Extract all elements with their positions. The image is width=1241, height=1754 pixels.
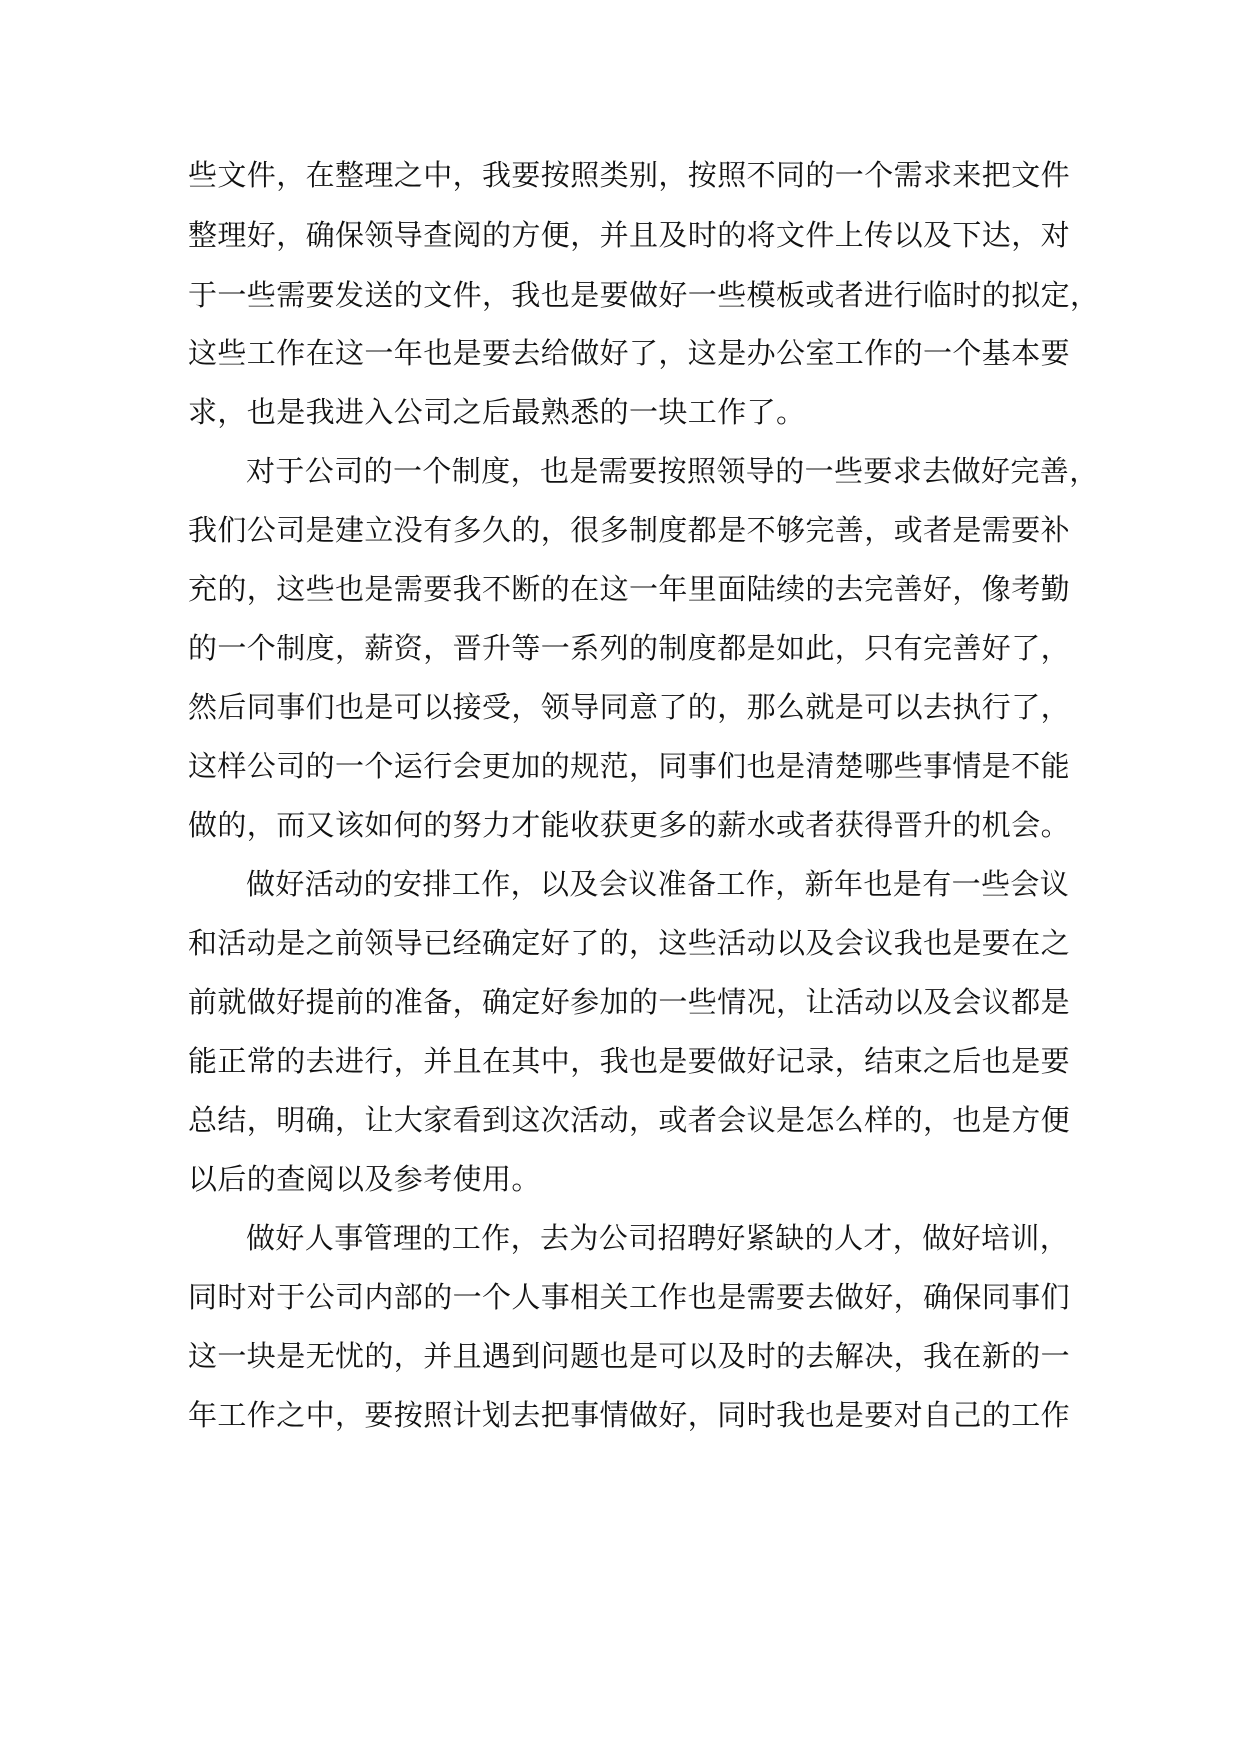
text-line: 这些工作在这一年也是要去给做好了，这是办公室工作的一个基本要 — [188, 336, 1071, 370]
text-line: 些文件，在整理之中，我要按照类别，按照不同的一个需求来把文件 — [188, 158, 1071, 192]
text-line: 前就做好提前的准备，确定好参加的一些情况，让活动以及会议都是 — [188, 985, 1071, 1019]
text-line: 充的，这些也是需要我不断的在这一年里面陆续的去完善好，像考勤 — [188, 572, 1071, 606]
text-line: 这一块是无忧的，并且遇到问题也是可以及时的去解决，我在新的一 — [188, 1339, 1071, 1373]
paragraph-first-line: 对于公司的一个制度，也是需要按照领导的一些要求去做好完善， — [246, 454, 1099, 488]
text-line: 总结，明确，让大家看到这次活动，或者会议是怎么样的，也是方便 — [188, 1103, 1071, 1137]
text-line: 和活动是之前领导已经确定好了的，这些活动以及会议我也是要在之 — [188, 926, 1071, 960]
text-line: 于一些需要发送的文件，我也是要做好一些模板或者进行临时的拟定， — [188, 278, 1100, 312]
paragraph-first-line: 做好人事管理的工作，去为公司招聘好紧缺的人才，做好培训， — [246, 1221, 1070, 1255]
text-line: 整理好，确保领导查阅的方便，并且及时的将文件上传以及下达，对 — [188, 218, 1071, 252]
text-line: 做的，而又该如何的努力才能收获更多的薪水或者获得晋升的机会。 — [188, 808, 1071, 842]
text-line: 求，也是我进入公司之后最熟悉的一块工作了。 — [188, 395, 806, 429]
text-line: 年工作之中，要按照计划去把事情做好，同时我也是要对自己的工作 — [188, 1398, 1071, 1432]
text-line: 能正常的去进行，并且在其中，我也是要做好记录，结束之后也是要 — [188, 1044, 1071, 1078]
paragraph-first-line: 做好活动的安排工作，以及会议准备工作，新年也是有一些会议 — [246, 867, 1070, 901]
text-line: 同时对于公司内部的一个人事相关工作也是需要去做好，确保同事们 — [188, 1280, 1071, 1314]
text-line: 以后的查阅以及参考使用。 — [188, 1162, 541, 1196]
text-line: 我们公司是建立没有多久的，很多制度都是不够完善，或者是需要补 — [188, 513, 1071, 547]
text-line: 的一个制度，薪资，晋升等一系列的制度都是如此，只有完善好了， — [188, 631, 1071, 665]
text-line: 然后同事们也是可以接受，领导同意了的，那么就是可以去执行了， — [188, 690, 1071, 724]
text-line: 这样公司的一个运行会更加的规范，同事们也是清楚哪些事情是不能 — [188, 749, 1071, 783]
